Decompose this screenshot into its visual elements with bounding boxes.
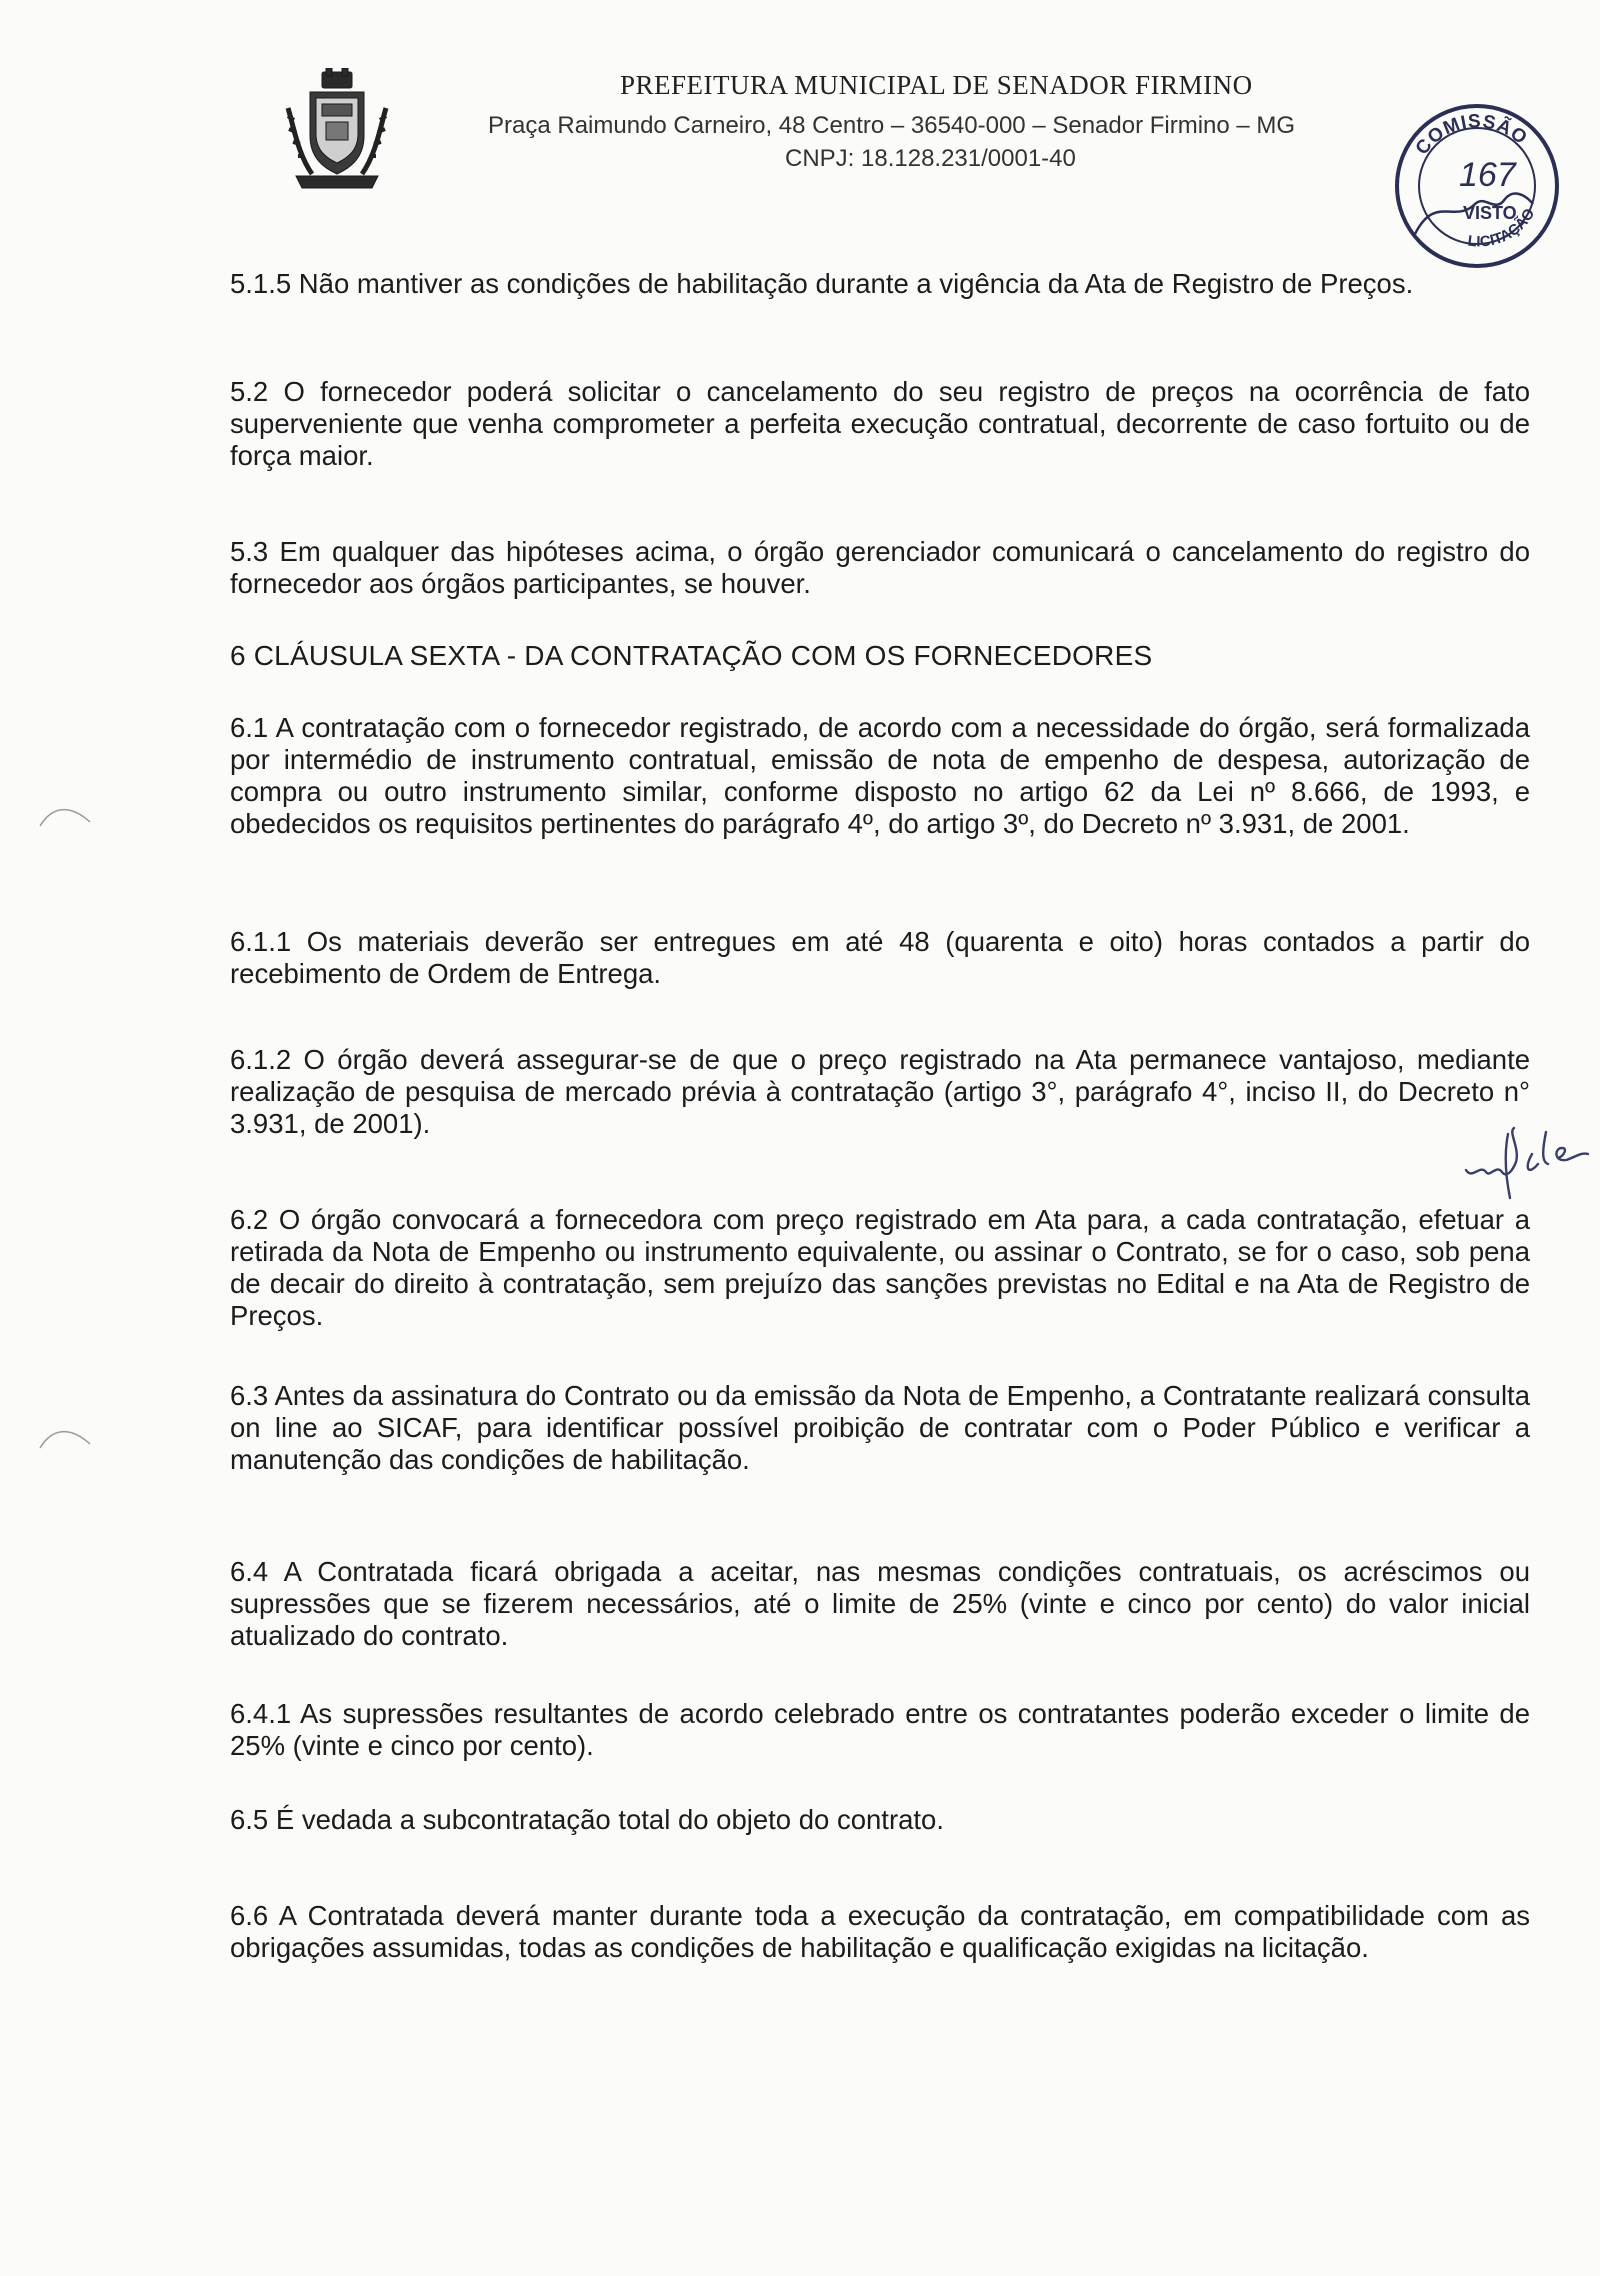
paragraph-6-6: 6.6 A Contratada deverá manter durante toda a execução da contratação, em compatibilidade com as obrigações assumidas, todas as condições de habilitação e qualificação exigidas na licitação. [230, 1900, 1530, 1963]
stamp-number: 167 [1459, 156, 1516, 194]
paragraph-6-4-1: 6.4.1 As supressões resultantes de acordo celebrado entre os contratantes poderão exceder o limite de 25% (vinte e cinco por cento). [230, 1698, 1530, 1761]
paragraph-6-3: 6.3 Antes da assinatura do Contrato ou da emissão da Nota de Empenho, a Contratante realizará consulta on line ao SICAF, para identificar possível proibição de contratar com o Poder Público e verificar a manutenção das condições de habilitação. [230, 1380, 1530, 1475]
paragraph-5-2: 5.2 O fornecedor poderá solicitar o cancelamento do seu registro de preços na ocorrência de fato superveniente que venha comprometer a perfeita execução contratual, decorrente de caso fortuito ou de força maior. [230, 376, 1530, 471]
svg-text:COMISSÃO [1412, 111, 1532, 159]
paragraph-6-1-1: 6.1.1 Os materiais deverão ser entregues em até 48 (quarenta e oito) horas contados a partir do recebimento de Ordem de Entrega. [230, 926, 1530, 989]
scan-mark-upper [36, 800, 96, 830]
paragraph-5-3: 5.3 Em qualquer das hipóteses acima, o órgão gerenciador comunicará o cancelamento do registro do fornecedor aos órgãos participantes, se houver. [230, 536, 1530, 599]
header-cnpj: CNPJ: 18.128.231/0001-40 [785, 145, 1076, 172]
stamp-bottom-text: LICITAÇÃO [1466, 205, 1539, 251]
commission-stamp [1385, 94, 1565, 274]
paragraph-6-5: 6.5 É vedada a subcontratação total do objeto do contrato. [230, 1804, 944, 1835]
coat-of-arms-icon [282, 68, 392, 203]
stamp-top-text: COMISSÃO [1411, 111, 1532, 160]
header-address: Praça Raimundo Carneiro, 48 Centro – 36540-000 – Senador Firmino – MG [488, 112, 1296, 139]
handwritten-initials [1462, 1124, 1592, 1204]
paragraph-6-1-2: 6.1.2 O órgão deverá assegurar-se de que o preço registrado na Ata permanece vantajoso, mediante realização de pesquisa de mercado prévia à contratação (artigo 3°, parágrafo 4°, inciso II, do Decreto n° 3.931, de 2001). [230, 1044, 1530, 1139]
paragraph-6-4: 6.4 A Contratada ficará obrigada a aceitar, nas mesmas condições contratuais, os acréscimos ou supressões que se fizerem necessários, até o limite de 25% (vinte e cinco por cento) do valor inicial atualizado do contrato. [230, 1556, 1530, 1651]
paragraph-6-1: 6.1 A contratação com o fornecedor registrado, de acordo com a necessidade do órgão, será formalizada por intermédio de instrumento contratual, emissão de nota de empenho de despesa, autorização de compra ou outro instrumento similar, conforme disposto no artigo 62 da Lei nº 8.666, de 1993, e obedecidos os requisitos pertinentes do parágrafo 4º, do artigo 3º, do Decreto nº 3.931, de 2001. [230, 712, 1530, 839]
paragraph-6-2: 6.2 O órgão convocará a fornecedora com preço registrado em Ata para, a cada contratação, efetuar a retirada da Nota de Empenho ou instrumento equivalente, ou assinar o Contrato, se for o caso, sob pena de decair do direito à contratação, sem prejuízo das sanções previstas no Edital e na Ata de Registro de Preços. [230, 1204, 1530, 1331]
paragraph-5-1-5: 5.1.5 Não mantiver as condições de habilitação durante a vigência da Ata de Registro de Preços. [230, 268, 1414, 299]
header-title: PREFEITURA MUNICIPAL DE SENADOR FIRMINO [620, 70, 1253, 100]
stamp-middle-text: VISTO [1463, 203, 1517, 223]
scan-mark-lower [36, 1422, 96, 1452]
clause-six-heading: 6 CLÁUSULA SEXTA - DA CONTRATAÇÃO COM OS FORNECEDORES [230, 640, 1153, 671]
